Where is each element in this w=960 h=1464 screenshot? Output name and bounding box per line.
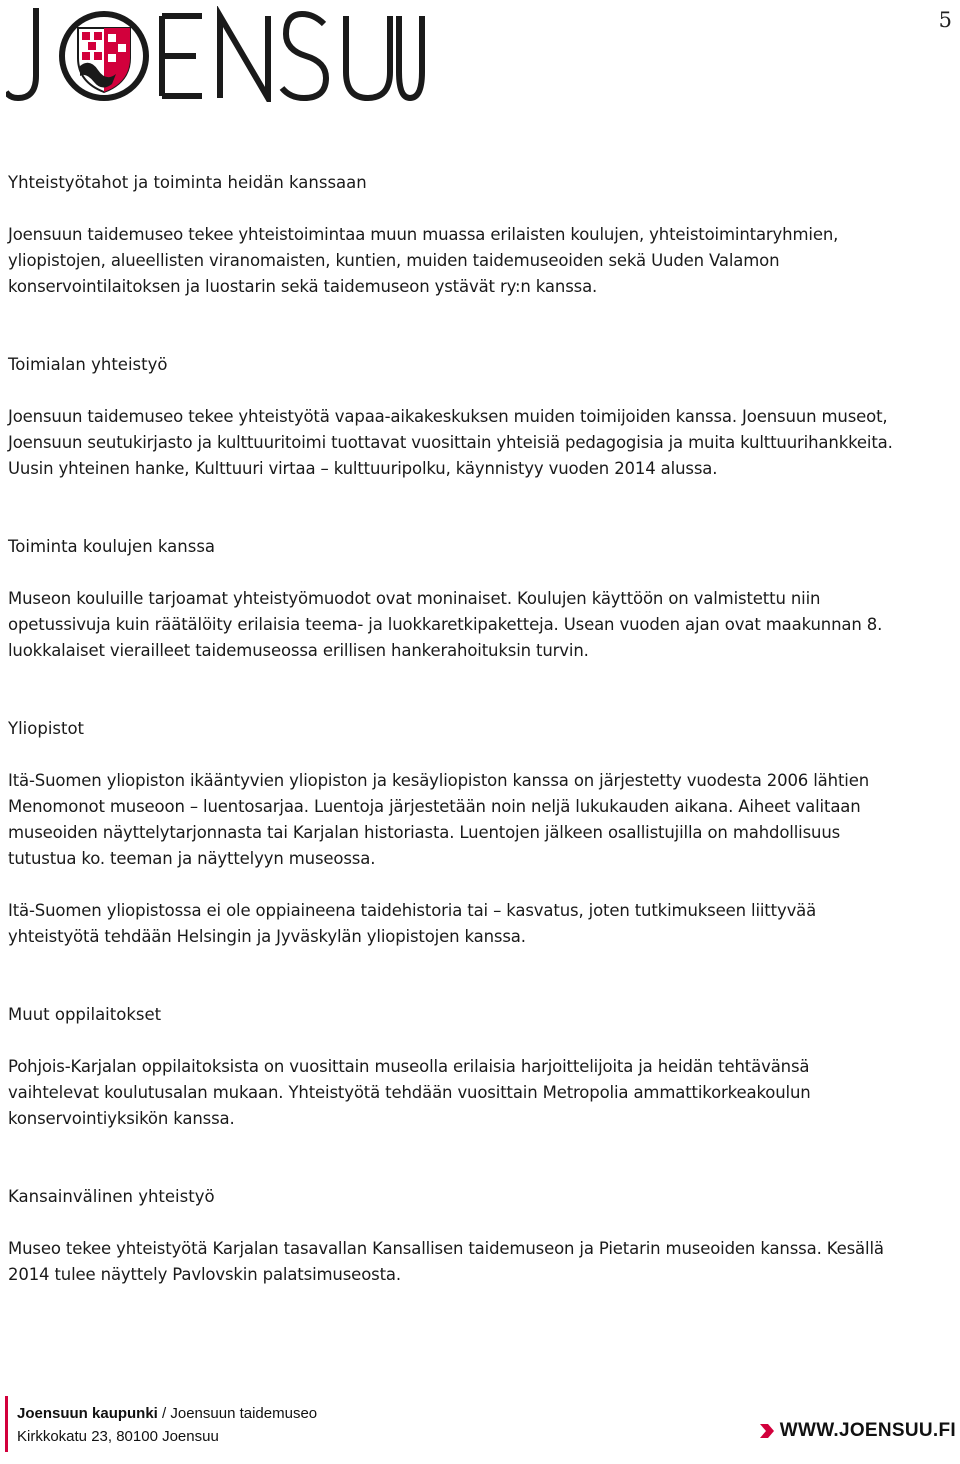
coat-of-arms-icon <box>78 28 130 92</box>
logo-letter-u-icon <box>396 6 426 102</box>
paragraph <box>8 1054 943 1132</box>
paragraph-line: Menomonot museoon – luentosarjaa. Luentoja järjestetään noin neljä lukukauden aikana. Aiheet valitaan <box>8 797 861 816</box>
paragraph <box>8 222 943 300</box>
paragraph-line: yliopistojen, alueellisten viranomaisten, kuntien, muiden taidemuseoiden sekä Uuden Valamon <box>8 251 780 270</box>
paragraph-line: Joensuun taidemuseo tekee yhteistyötä vapaa-aikakeskuksen muiden toimijoiden kanssa. Joensuun museot, <box>8 407 888 426</box>
paragraph-line: Itä-Suomen yliopiston ikääntyvien yliopiston ja kesäyliopiston kanssa on järjestetty vuodesta 2006 lähtien <box>8 771 870 790</box>
paragraph-line: museoiden näyttelytarjonnasta tai Karjalan historiasta. Luentojen jälkeen osallistujilla on mahdollisuus <box>8 823 841 842</box>
section-title: Yliopistot <box>8 719 85 738</box>
footer-address: Kirkkokatu 23, 80100 Joensuu <box>17 1428 219 1445</box>
paragraph-line: Pohjois-Karjalan oppilaitoksista on vuosittain museolla erilaisia harjoittelijoita ja heidän tehtävänsä <box>8 1057 810 1076</box>
paragraph-line: yhteistyötä tehdään Helsingin ja Jyväskylän yliopistojen kanssa. <box>8 927 526 946</box>
section-title: Toimialan yhteistyö <box>8 355 168 374</box>
paragraph-line: tutustua ko. teeman ja näyttelyyn museossa. <box>8 849 376 868</box>
paragraph <box>8 404 943 482</box>
page-number: 5 <box>938 8 952 32</box>
document-body <box>8 170 943 1288</box>
paragraph-line: Museon kouluille tarjoamat yhteistyömuodot ovat moninaiset. Koulujen käyttöön on valmistettu niin <box>8 589 821 608</box>
paragraph-line: Itä-Suomen yliopistossa ei ole oppiaineena taidehistoria tai – kasvatus, joten tutkimukseen liittyvää <box>8 901 817 920</box>
footer-org-bold: Joensuun kaupunki <box>17 1405 158 1422</box>
paragraph <box>8 1236 943 1288</box>
section-title: Yhteistyötahot ja toiminta heidän kanssaan <box>8 173 367 192</box>
footer-org-rest: / Joensuun taidemuseo <box>157 1405 318 1422</box>
paragraph-line: 2014 tulee näyttely Pavlovskin palatsimuseosta. <box>8 1265 401 1284</box>
footer-url-text[interactable]: WWW.JOENSUU.FI <box>779 1420 956 1441</box>
section-title: Toiminta koulujen kanssa <box>8 537 216 556</box>
paragraph <box>8 586 943 664</box>
paragraph-line: vaihtelevat koulutusalan mukaan. Yhteistyötä tehdään vuosittain Metropolia ammattikorkeakoulun <box>8 1083 811 1102</box>
paragraph-line: luokkalaiset vierailleet taidemuseossa erillisen hankerahoituksin turvin. <box>8 641 589 660</box>
paragraph-line: konservointiyksikön kanssa. <box>8 1109 235 1128</box>
paragraph-line: Joensuun seutukirjasto ja kulttuuritoimi tuottavat vuosittain yhteisiä pedagogisia ja muita kulttuurihankkeita. <box>8 433 893 452</box>
paragraph <box>8 898 943 950</box>
section-title: Kansainvälinen yhteistyö <box>8 1187 215 1206</box>
footer-accent-bar <box>5 1396 8 1452</box>
footer <box>0 1394 960 1454</box>
paragraph-line: Museo tekee yhteistyötä Karjalan tasavallan Kansallisen taidemuseon ja Pietarin museoiden kanssa. Kesällä <box>8 1239 884 1258</box>
paragraph <box>8 768 943 872</box>
paragraph-line: Uusin yhteinen hanke, Kulttuuri virtaa – kulttuuripolku, käynnistyy vuoden 2014 alussa. <box>8 459 718 478</box>
paragraph-line: Joensuun taidemuseo tekee yhteistoimintaa muun muassa erilaisten koulujen, yhteistoimintaryhmien, <box>8 225 839 244</box>
paragraph-line: konservointilaitoksen ja luostarin sekä taidemuseon ystävät ry:n kanssa. <box>8 277 598 296</box>
joensuu-logo <box>6 6 426 102</box>
paragraph-line: opetussivuja kuin räätälöity erilaisia teema- ja luokkaretkipaketteja. Usean vuoden ajan ovat maakunnan 8. <box>8 615 883 634</box>
chevron-right-icon <box>760 1424 774 1438</box>
footer-url-link[interactable] <box>760 1420 956 1442</box>
section-title: Muut oppilaitokset <box>8 1005 162 1024</box>
footer-organization <box>17 1405 317 1422</box>
